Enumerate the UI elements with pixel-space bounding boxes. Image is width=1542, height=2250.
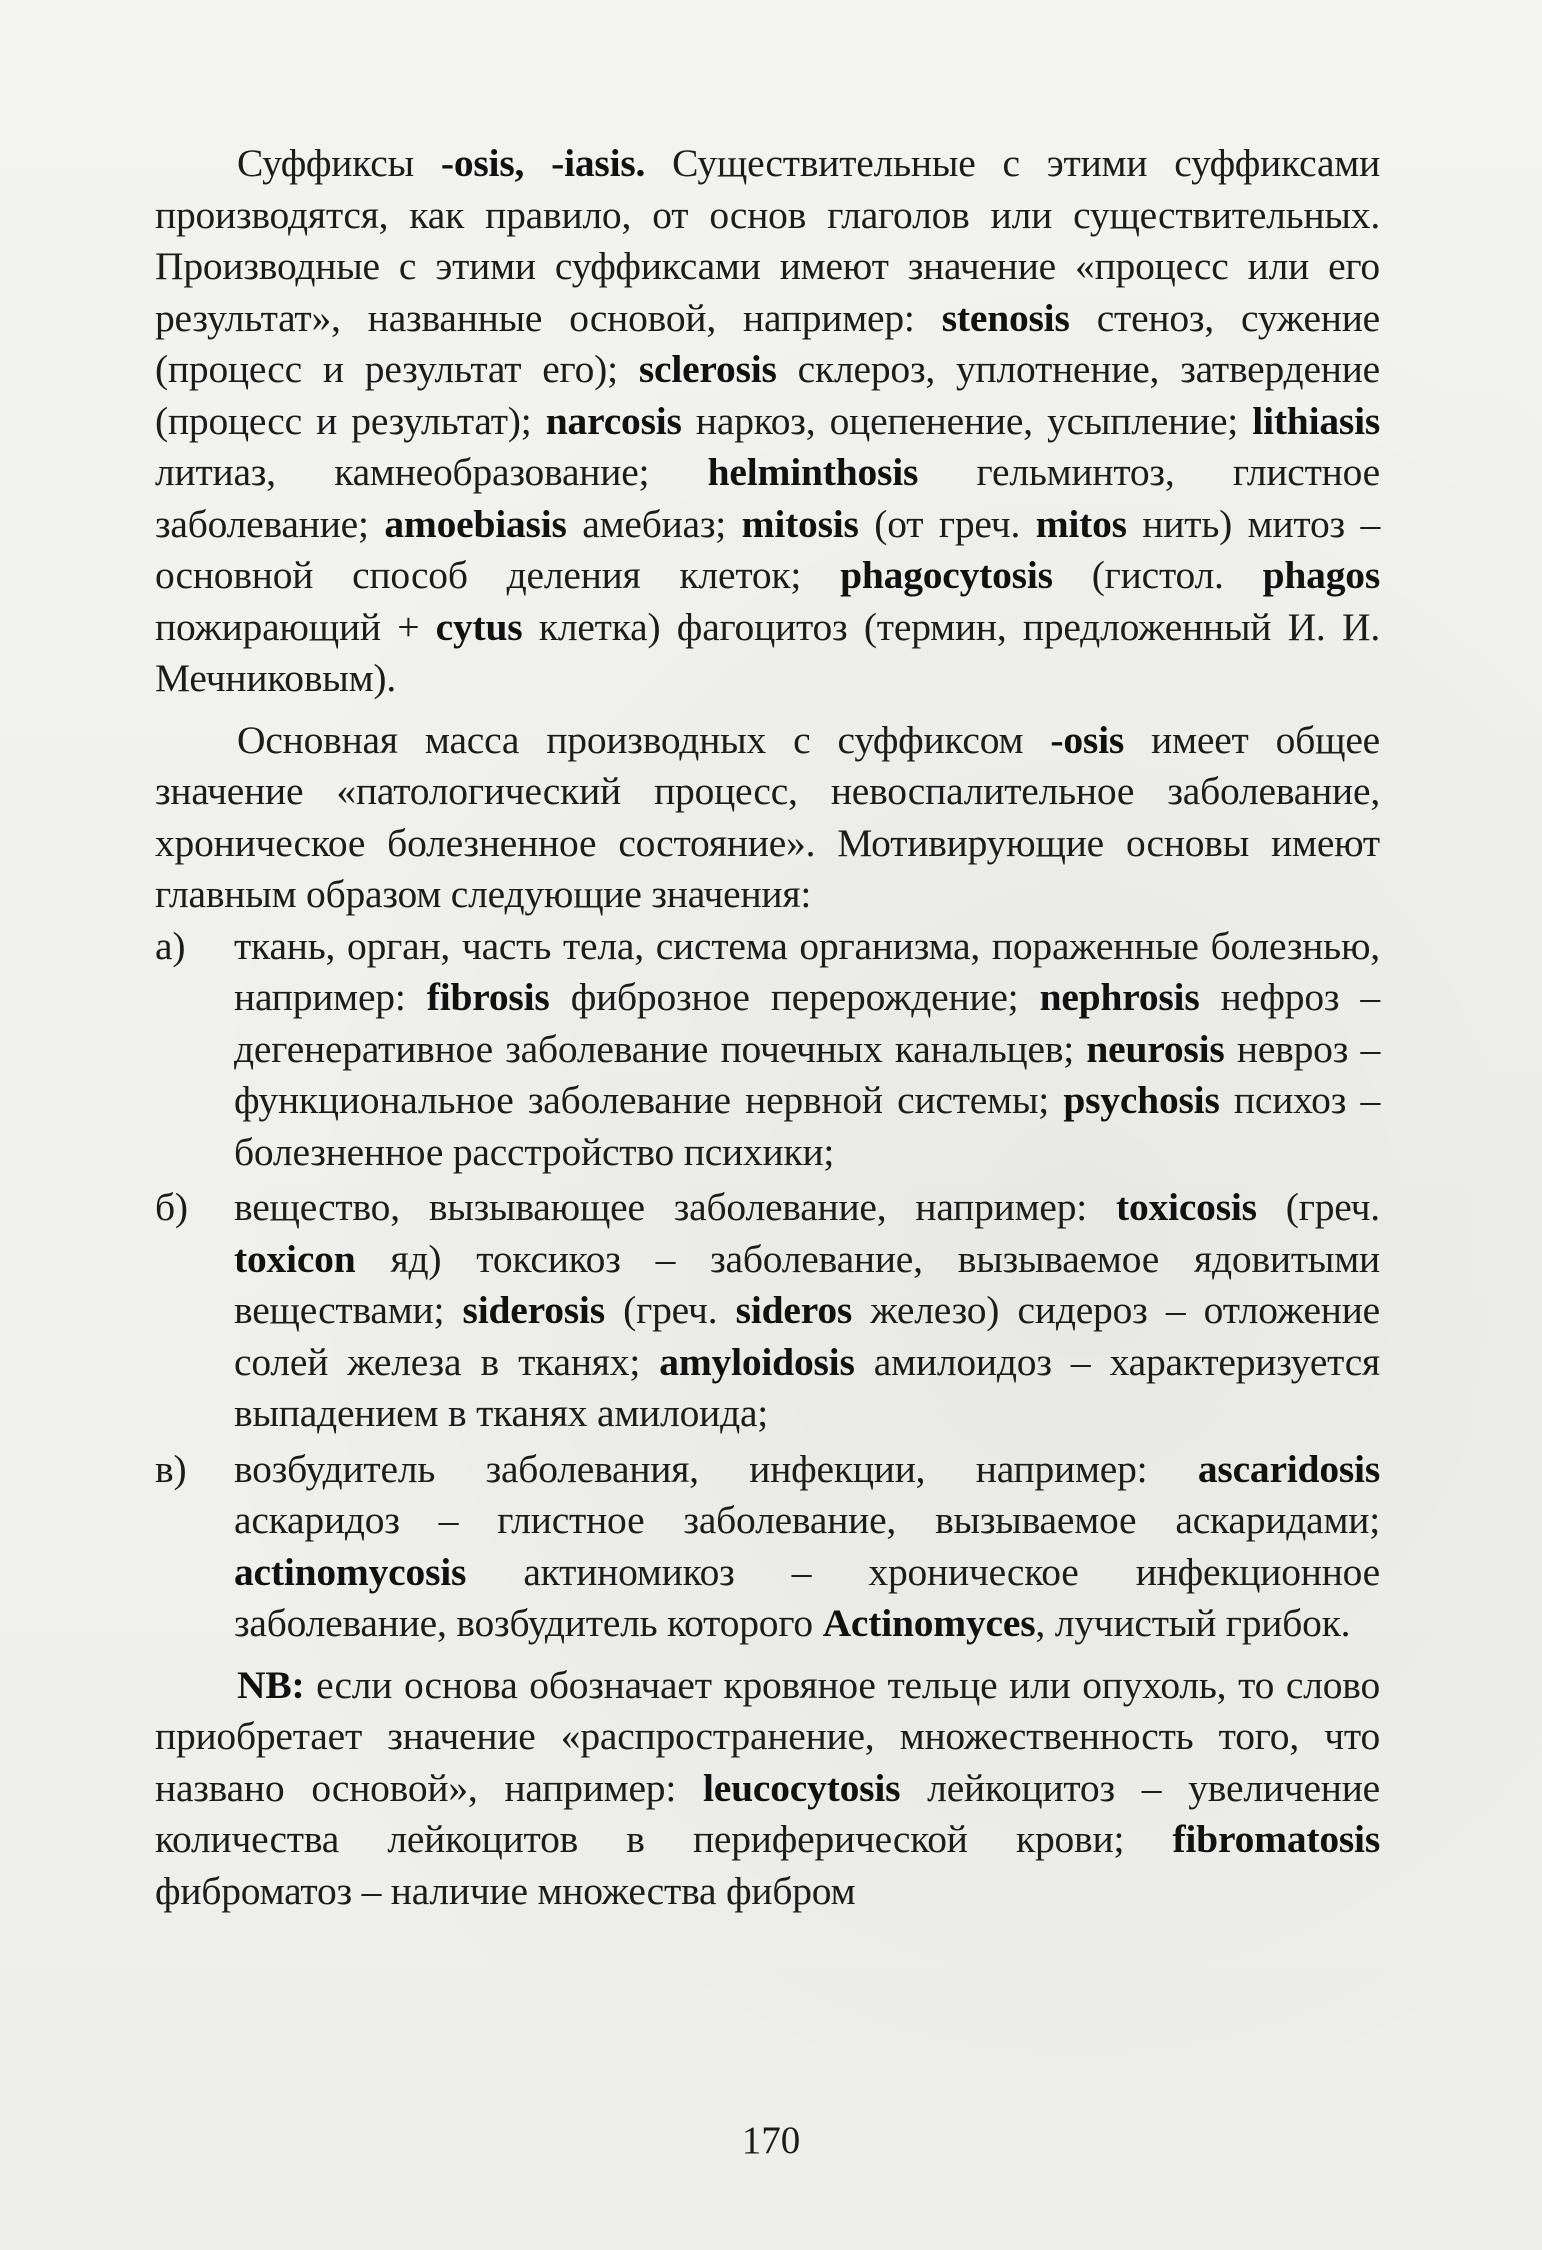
page-number: 170	[741, 2119, 801, 2162]
page-text	[155, 138, 1380, 1917]
list-item: б) вещество, вызывающее заболевание, например: toxicosis (греч. toxicon яд) токсикоз – заболевание, вызываемое ядовитыми веществами; siderosis (греч. sideros железо) сидероз – отложение солей железа в тканях; amyloidosis амилоидоз – характеризуется выпадением в тканях амилоида;	[155, 1182, 1380, 1440]
list-marker: б)	[155, 1185, 188, 1229]
paragraph-osis-meaning: Основная масса производных с суффиксом -osis имеет общее значение «патологический процесс, невоспалительное заболевание, хроническое болезненное состояние». Мотивирующие основы имеют главным образом следующие значения:	[155, 717, 1380, 916]
list-marker: в)	[155, 1446, 187, 1491]
paragraph-suffixes-intro: Суффиксы -osis, -iasis. Существительные с этими суффиксами производятся, как правило, от основ глаголов или существительных. Производные с этими суффиксами имеют значение «процесс или его результат», названные основой, например: stenosis стеноз, сужение (процесс и результат его); sclerosis склероз, уплотнение, затвердение (процесс и результат); narcosis наркоз, оцепенение, усыпление; lithiasis литиаз, камнеобразование; helminthosis гельминтоз, глистное заболевание; amoebiasis амебиаз; mitosis (от греч. mitos нить) митоз – основной способ деления клеток; phagocytosis (гистол. phagos пожирающий + cytus клетка) фагоцитоз (термин, предложенный И. И. Мечниковым).	[155, 141, 1381, 700]
list-marker: а)	[155, 923, 186, 968]
paragraph-nb-note: NB: если основа обозначает кровяное тельце или опухоль, то слово приобретает значение «распространение, множественность того, что названо основой», например: leucocytosis лейкоцитоз – увеличение количества лейкоцитов в периферической крови; fibromatosis фиброматоз – наличие множества фибром	[155, 1662, 1380, 1913]
list-item: а) ткань, орган, часть тела, система организма, пораженные болезнью, например: fibrosis фиброзное перерождение; nephrosis нефроз – дегенеративное заболевание почечных канальцев; neurosis невроз – функциональное заболевание нервной системы; psychosis психоз – болезненное расстройство психики;	[155, 921, 1380, 1179]
list-item: в) возбудитель заболевания, инфекции, например: ascaridosis аскаридоз – глистное заболевание, вызываемое аскаридами; actinomycosis актиномикоз – хроническое инфекционное заболевание, возбудитель которого Actinomyces, лучистый грибок.	[155, 1444, 1380, 1650]
